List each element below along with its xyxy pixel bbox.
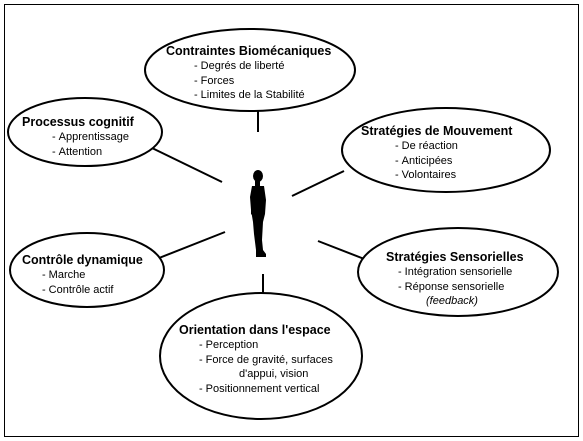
node-title: Stratégies Sensorielles xyxy=(386,250,524,264)
list-item-note: (feedback) xyxy=(426,295,478,307)
list-item: - Anticipées xyxy=(395,154,453,167)
connector-dyn xyxy=(154,232,225,260)
node-title: Contraintes Biomécaniques xyxy=(166,44,332,58)
list-item: - Contrôle actif xyxy=(42,283,114,296)
node-items xyxy=(52,130,129,159)
list-item: - Volontaires xyxy=(395,169,457,181)
list-item: d'appui, vision xyxy=(239,368,309,380)
node-items xyxy=(42,268,113,297)
list-item: - Positionnement vertical xyxy=(199,382,320,395)
list-item: - Intégration sensorielle xyxy=(398,266,513,278)
human-figure-icon xyxy=(250,170,266,257)
connector-cog xyxy=(152,148,222,182)
list-item: - Attention xyxy=(52,145,103,158)
node-title: Contrôle dynamique xyxy=(22,253,143,267)
list-item: - Forces xyxy=(194,74,235,87)
node-items xyxy=(395,139,458,183)
node-title: Orientation dans l'espace xyxy=(179,323,331,337)
list-item: - Limites de la Stabilité xyxy=(194,89,305,101)
node-items xyxy=(199,338,333,396)
list-item: - Force de gravité, surfaces xyxy=(199,353,333,366)
node-items xyxy=(398,265,512,309)
node-title: Stratégies de Mouvement xyxy=(361,124,513,138)
node-title: Processus cognitif xyxy=(22,115,134,129)
list-item: - Perception xyxy=(199,339,259,351)
list-item: - Marche xyxy=(42,269,86,281)
list-item: - Apprentissage xyxy=(52,131,129,143)
list-item: - Degrés de liberté xyxy=(194,60,285,72)
node-items xyxy=(194,59,305,103)
list-item: - Réponse sensorielle xyxy=(398,280,505,293)
connector-mov xyxy=(292,171,344,196)
list-item: - De réaction xyxy=(395,140,458,152)
